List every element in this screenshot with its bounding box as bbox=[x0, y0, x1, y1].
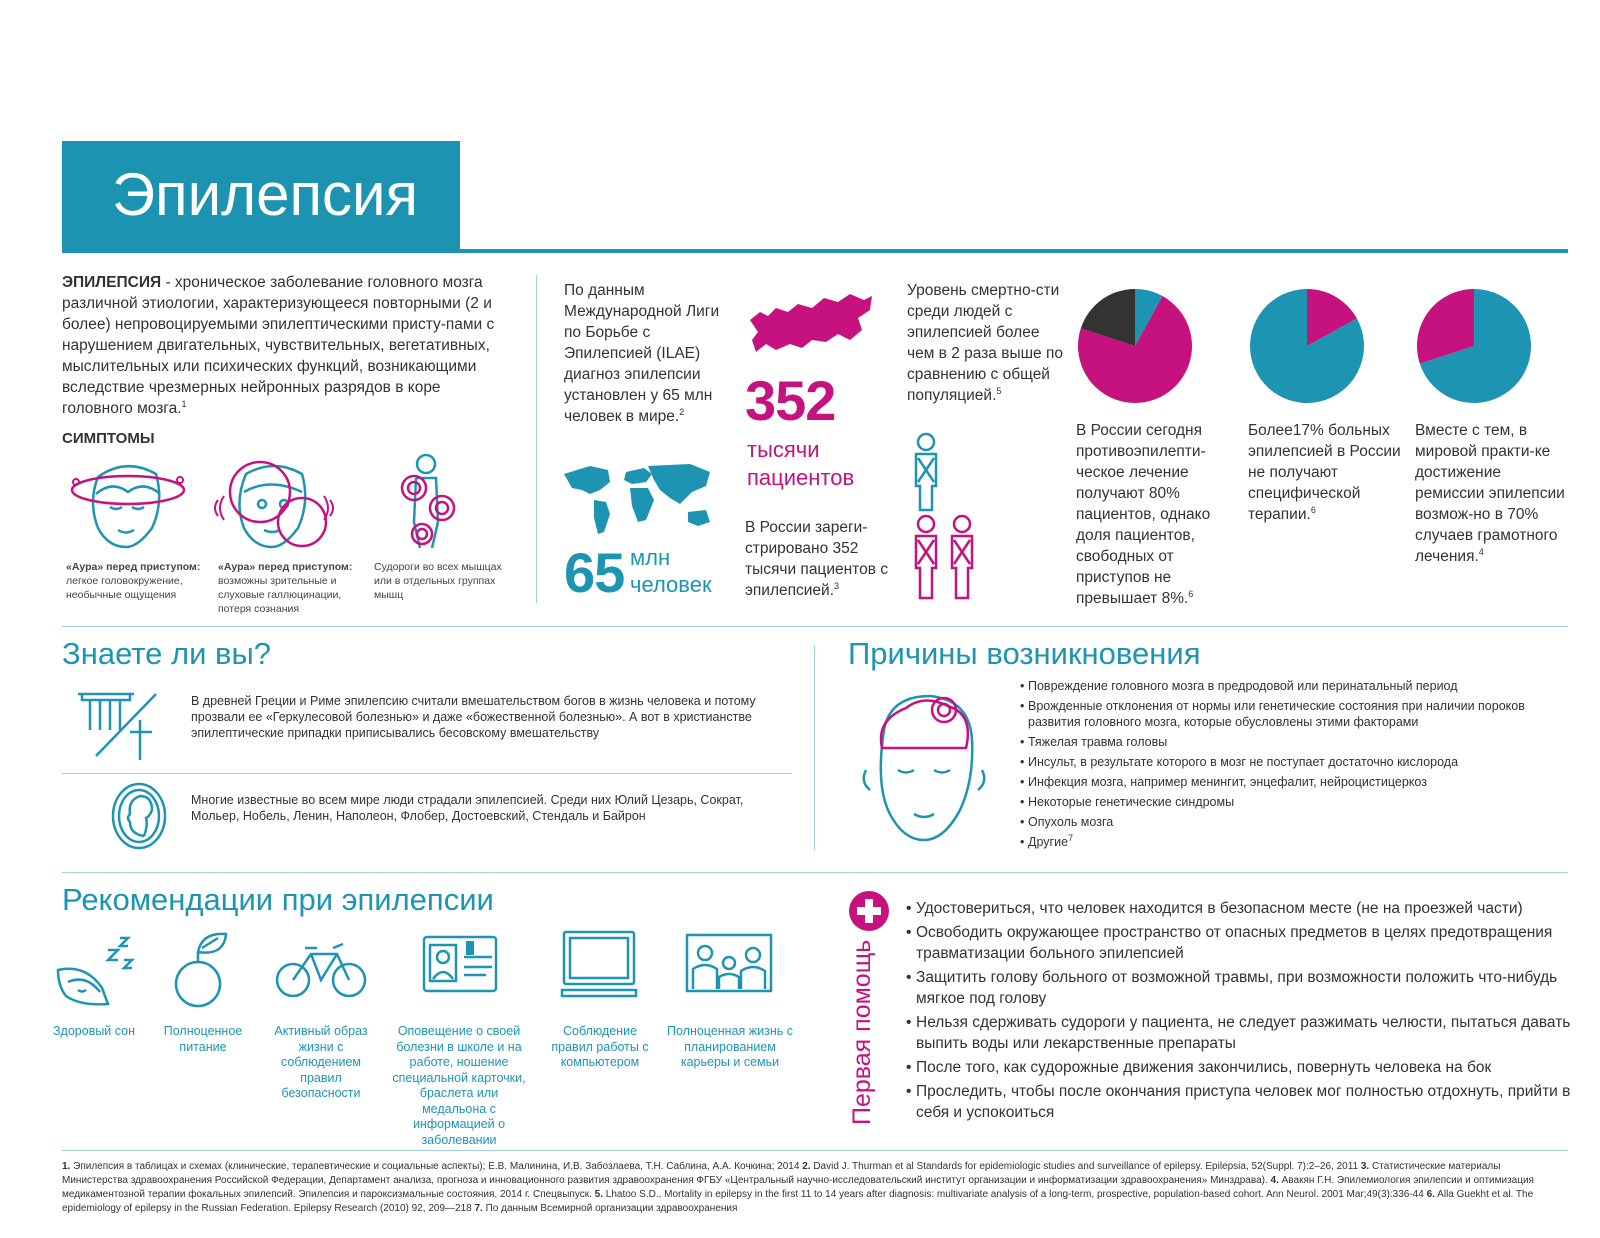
aura-hallucinations-icon bbox=[210, 452, 340, 552]
footnotes: 1. Эпилепсия в таблицах и схемах (клинические, терапевтические и социальные аспекты); Е.В. Малинина, И.В. Забозлаева, Т.Н. Саблина, А.А. Кочкина; 2014 2. David J. Thurman et al Standards for epidemiologic studies and surveillance of epilepsy. Epilepsia, 52(Suppl. 7):2–26, 2011 3. Статистические материалы Министерства здравоохранения Российской Федерации, Департамент анализа, прогноза и инновационного развития здравоохранения ФГБУ «Центральный научно-исследовательский институт организации и информатизации здравоохранения» Минздрава). 4. Авакян Г.Н. Эпилемиология эпилепсии и оптимизация медикаментозной терапии фокальных эпилепсий. Эпилепсия и пароксизмальные состояния. 2014 г. Спецвыпуск. 5. Lhatoo S.D., Mortality in epilepsy in the first 11 to 14 years after diagnosis: multivariate analysis of a long-term, prospective, population-based cohort. Ann Neurol. 2001 Mar;49(3):336-44 6. Alla Guekht et al. The epidemiology of epilepsy in the Russian Federation. Epilepsy Research (2010) 92, 209—218 7. По данным Всемирной организации здравоохранения bbox=[62, 1161, 1534, 1214]
first-aid-heading: Первая помощь bbox=[848, 939, 876, 1125]
list-item: • Тяжелая травма головы bbox=[1020, 734, 1560, 750]
pie-text-2: Более17% больных эпилепсией в России не получают специфической терапии.$^6$ bbox=[1248, 422, 1401, 523]
list-item: • Нельзя сдерживать судороги у пациента, не следует разжимать челюсти, пытаться давать выпить воды или лекарственные препараты bbox=[906, 1012, 1586, 1054]
russia-map-icon bbox=[746, 290, 876, 360]
list-item: • Повреждение головного мозга в предродовой или перинатальный период bbox=[1020, 678, 1560, 694]
definition-term: ЭПИЛЕПСИЯ bbox=[62, 274, 162, 291]
russia-text: В России зареги-стрировано 352 тысячи пациентов с эпилепсией.$^3$ bbox=[745, 519, 888, 599]
rec-label-career: Полноценная жизнь с планированием карьеры и семьи bbox=[667, 1024, 793, 1069]
pie-treatment bbox=[1076, 287, 1194, 405]
did-you-know-heading: Знаете ли вы? bbox=[62, 636, 272, 671]
pie-text-1: В России сегодня противоэпилепти-ческое лечение получают 80% пациентов, однако доля пациентов, свободных от приступов не превышает 8%.$^6$ bbox=[1076, 422, 1211, 607]
monitor-icon bbox=[560, 930, 640, 1000]
world-number: 65 bbox=[564, 541, 625, 604]
list-item: • Удостовериться, что человек находится в безопасном месте (не на проезжей части) bbox=[906, 898, 1586, 919]
symptom-item-1: «Аура» перед приступом: легкое головокружение, необычные ощущения bbox=[66, 561, 201, 601]
list-item: • Врожденные отклонения от нормы или генетические состояния при наличии пороков развития головного мозга, которые обусловлены этими факторами bbox=[1020, 698, 1560, 730]
people-icon bbox=[906, 432, 986, 602]
did-you-know-item-2: Многие известные во всем мире люди страдали эпилепсией. Среди них Юлий Цезарь, Сократ, Мольер, Нобель, Ленин, Наполеон, Флобер, Достоевский, Стендаль и Байрон bbox=[191, 793, 744, 823]
causes-heading: Причины возникновения bbox=[848, 636, 1201, 671]
first-aid-cross-icon bbox=[848, 890, 890, 932]
russia-number: 352 bbox=[745, 369, 836, 432]
list-item: • Другие$^7$ bbox=[1020, 834, 1560, 850]
recommendations-heading: Рекомендации при эпилепсии bbox=[62, 882, 494, 917]
list-item: • После того, как судорожные движения закончились, повернуть человека на бок bbox=[906, 1057, 1586, 1078]
divider bbox=[62, 1150, 1568, 1151]
divider bbox=[62, 773, 792, 774]
mortality-text: Уровень смертно-сти среди людей с эпилепсией более чем в 2 раза выше по сравнению с общей популяцией.$^5$ bbox=[907, 282, 1063, 404]
divider bbox=[62, 626, 1568, 627]
aura-dizziness-icon bbox=[68, 452, 188, 552]
family-icon bbox=[685, 933, 773, 993]
list-item: • Инсульт, в результате которого в мозг не поступает достаточно кислорода bbox=[1020, 754, 1560, 770]
ilae-text: По данным Международной Лиги по Борьбе с Эпилепсией (ILAE) диагноз эпилепсии установлен у 65 млн человек в мире.$^2$ bbox=[564, 282, 720, 425]
definition-ref: 1 bbox=[181, 398, 187, 409]
rec-label-notify: Оповещение о своей болезни в школе и на работе, ношение специальной карточки, браслета или медальона с информацией о заболевании bbox=[392, 1024, 526, 1147]
rec-label-food: Полноценное питание bbox=[163, 1024, 243, 1054]
list-item: • Некоторые генетические синдромы bbox=[1020, 794, 1560, 810]
list-item: • Проследить, чтобы после окончания приступа человек мог полностью отдохнуть, прийти в себя и успокоиться bbox=[906, 1081, 1586, 1123]
pie-remission bbox=[1415, 287, 1533, 405]
id-card-icon bbox=[422, 935, 498, 995]
sleep-icon bbox=[56, 930, 136, 1010]
rec-label-computer: Соблюдение правил работы с компьютером bbox=[551, 1024, 649, 1069]
apple-icon bbox=[168, 930, 238, 1010]
symptoms-heading: СИМПТОМЫ bbox=[62, 430, 155, 447]
list-item: • Освободить окружающее пространство от опасных предметов в целях предотвращения травматизации больного эпилепсией bbox=[906, 922, 1586, 964]
symptom-item-2: «Аура» перед приступом: возможны зрительные и слуховые галлюцинации, потеря сознания bbox=[218, 561, 353, 615]
column-cross-icon bbox=[74, 690, 166, 760]
world-unit: млн человек bbox=[630, 545, 712, 597]
divider bbox=[814, 645, 815, 850]
list-item: • Защитить голову больного от возможной травмы, при возможности положить что-нибудь мягкое под голову bbox=[906, 967, 1586, 1009]
divider bbox=[536, 275, 537, 603]
russia-unit: тысячи пациентов bbox=[747, 437, 855, 490]
page-title: Эпилепсия bbox=[112, 161, 419, 228]
bicycle-icon bbox=[275, 940, 367, 1000]
list-item: • Инфекция мозга, например менингит, энцефалит, нейроцистицеркоз bbox=[1020, 774, 1560, 790]
causes-list bbox=[1020, 678, 1560, 850]
divider bbox=[62, 872, 1568, 873]
seizure-icon bbox=[396, 452, 476, 552]
pie-text-3: Вместе с тем, в мировой практи-ке достижение ремиссии эпилепсии возмож-но в 70% случаев грамотного лечения.$^4$ bbox=[1415, 422, 1565, 565]
definition-text: - хроническое заболевание головного мозга различной этиологии, характеризующееся повторными (2 и более) непровоцируемыми эпилептическими присту-пами с нарушением двигательных, чувствительных, вегетативных, мыслительных или психических функций, возникающими вследствие чрезмерных нейронных разрядов в коре головного мозга. bbox=[62, 274, 495, 417]
symptom-item-3: Судороги во всех мышцах или в отдельных группах мышц bbox=[374, 561, 502, 601]
pie-untreated bbox=[1248, 287, 1366, 405]
definition bbox=[62, 272, 512, 419]
cameo-portrait-icon bbox=[110, 782, 168, 850]
rec-label-active: Активный образ жизни с соблюдением правил безопасности bbox=[274, 1024, 368, 1100]
world-map-icon bbox=[560, 460, 720, 540]
head-brain-icon bbox=[860, 690, 990, 850]
list-item: • Опухоль мозга bbox=[1020, 814, 1560, 830]
header-rule bbox=[62, 249, 1568, 253]
did-you-know-item-1: В древней Греции и Риме эпилепсию считали вмешательством богов в жизнь человека и потому прозвали ее «Геркулесовой болезнью» и даже «божественной болезнью». А вот в христианстве эпилептические припадки приписывались бесовскому вмешательству bbox=[191, 694, 756, 740]
first-aid-list bbox=[906, 898, 1586, 1123]
rec-label-sleep: Здоровый сон bbox=[52, 1024, 136, 1038]
